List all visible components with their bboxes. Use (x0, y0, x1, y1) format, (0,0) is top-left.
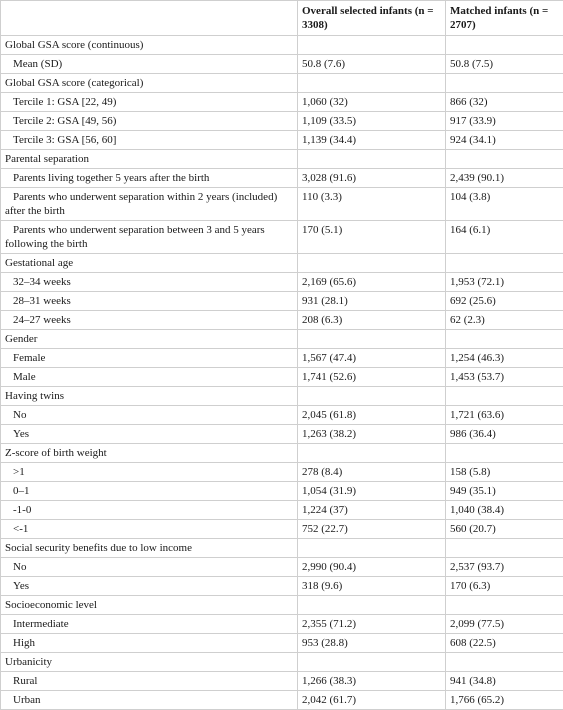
table-row (1, 112, 563, 131)
section-title: Having twins (1, 387, 298, 406)
table-row (1, 368, 563, 387)
overall-value: 2,045 (61.8) (298, 406, 446, 425)
section-empty-cell (446, 539, 563, 558)
overall-value: 2,355 (71.2) (298, 615, 446, 634)
section-empty-cell (446, 330, 563, 349)
matched-value: 941 (34.8) (446, 672, 563, 691)
row-label: Tercile 3: GSA [56, 60] (1, 131, 298, 150)
section-title: Socioeconomic level (1, 596, 298, 615)
matched-value: 917 (33.9) (446, 112, 563, 131)
table-row (1, 558, 563, 577)
row-label: Tercile 1: GSA [22, 49) (1, 93, 298, 112)
row-label: Male (1, 368, 298, 387)
section-title: Gestational age (1, 254, 298, 273)
row-label: Tercile 2: GSA [49, 56) (1, 112, 298, 131)
overall-value: 1,139 (34.4) (298, 131, 446, 150)
matched-value: 866 (32) (446, 93, 563, 112)
table-header (1, 1, 563, 36)
overall-value: 1,741 (52.6) (298, 368, 446, 387)
overall-value: 50.8 (7.6) (298, 55, 446, 74)
section-row (1, 539, 563, 558)
section-row (1, 596, 563, 615)
table-row (1, 311, 563, 330)
table-row (1, 93, 563, 112)
section-empty-cell (298, 36, 446, 55)
matched-value: 1,721 (63.6) (446, 406, 563, 425)
row-label: Intermediate (1, 615, 298, 634)
table-row (1, 615, 563, 634)
section-empty-cell (446, 74, 563, 93)
row-label: Parents who underwent separation within 2 years (included) after the birth (1, 188, 298, 221)
matched-value: 50.8 (7.5) (446, 55, 563, 74)
row-label: Yes (1, 577, 298, 596)
row-label: Female (1, 349, 298, 368)
section-title: Parental separation (1, 150, 298, 169)
overall-value: 318 (9.6) (298, 577, 446, 596)
overall-value: 2,990 (90.4) (298, 558, 446, 577)
section-empty-cell (298, 330, 446, 349)
table-row (1, 221, 563, 254)
table-row (1, 406, 563, 425)
matched-value: 560 (20.7) (446, 520, 563, 539)
overall-value: 1,263 (38.2) (298, 425, 446, 444)
table-row (1, 131, 563, 150)
section-title: Gender (1, 330, 298, 349)
overall-value: 1,109 (33.5) (298, 112, 446, 131)
header-matched: Matched infants (n = 2707) (446, 1, 563, 36)
row-label: No (1, 406, 298, 425)
table-row (1, 169, 563, 188)
row-label: 32–34 weeks (1, 273, 298, 292)
section-empty-cell (446, 387, 563, 406)
matched-value: 2,439 (90.1) (446, 169, 563, 188)
section-title: Urbanicity (1, 653, 298, 672)
table-row (1, 501, 563, 520)
row-label: Mean (SD) (1, 55, 298, 74)
matched-value: 1,453 (53.7) (446, 368, 563, 387)
overall-value: 953 (28.8) (298, 634, 446, 653)
row-label: High (1, 634, 298, 653)
section-title: Global GSA score (categorical) (1, 74, 298, 93)
row-label: 0–1 (1, 482, 298, 501)
section-empty-cell (298, 596, 446, 615)
matched-value: 608 (22.5) (446, 634, 563, 653)
overall-value: 170 (5.1) (298, 221, 446, 254)
section-empty-cell (298, 539, 446, 558)
section-row (1, 74, 563, 93)
matched-value: 164 (6.1) (446, 221, 563, 254)
overall-value: 1,224 (37) (298, 501, 446, 520)
table-row (1, 292, 563, 311)
table-row (1, 349, 563, 368)
row-label: 28–31 weeks (1, 292, 298, 311)
section-row (1, 653, 563, 672)
section-empty-cell (298, 444, 446, 463)
row-label: No (1, 558, 298, 577)
table-row (1, 577, 563, 596)
table-row (1, 273, 563, 292)
overall-value: 1,567 (47.4) (298, 349, 446, 368)
header-row (1, 1, 563, 36)
section-title: Social security benefits due to low income (1, 539, 298, 558)
overall-value: 2,169 (65.6) (298, 273, 446, 292)
matched-value: 2,099 (77.5) (446, 615, 563, 634)
table-row (1, 463, 563, 482)
row-label: >1 (1, 463, 298, 482)
table-row (1, 634, 563, 653)
matched-value: 1,254 (46.3) (446, 349, 563, 368)
table-row (1, 425, 563, 444)
matched-value: 924 (34.1) (446, 131, 563, 150)
section-empty-cell (298, 387, 446, 406)
table-row (1, 482, 563, 501)
row-label: <-1 (1, 520, 298, 539)
section-row (1, 330, 563, 349)
matched-value: 1,040 (38.4) (446, 501, 563, 520)
section-empty-cell (446, 254, 563, 273)
section-title: Global GSA score (continuous) (1, 36, 298, 55)
overall-value: 1,266 (38.3) (298, 672, 446, 691)
row-label: Yes (1, 425, 298, 444)
row-label: 24–27 weeks (1, 311, 298, 330)
section-empty-cell (446, 150, 563, 169)
matched-value: 62 (2.3) (446, 311, 563, 330)
matched-value: 949 (35.1) (446, 482, 563, 501)
row-label: Parents living together 5 years after the birth (1, 169, 298, 188)
table-row (1, 55, 563, 74)
section-row (1, 150, 563, 169)
header-variable (1, 1, 298, 36)
matched-value: 104 (3.8) (446, 188, 563, 221)
row-label: -1-0 (1, 501, 298, 520)
section-row (1, 387, 563, 406)
overall-value: 208 (6.3) (298, 311, 446, 330)
overall-value: 110 (3.3) (298, 188, 446, 221)
matched-value: 170 (6.3) (446, 577, 563, 596)
overall-value: 1,054 (31.9) (298, 482, 446, 501)
overall-value: 931 (28.1) (298, 292, 446, 311)
table-row (1, 520, 563, 539)
table-row (1, 672, 563, 691)
matched-value: 2,537 (93.7) (446, 558, 563, 577)
overall-value: 3,028 (91.6) (298, 169, 446, 188)
section-empty-cell (298, 254, 446, 273)
table-body (1, 36, 563, 710)
header-overall: Overall selected infants (n = 3308) (298, 1, 446, 36)
row-label: Rural (1, 672, 298, 691)
matched-value: 692 (25.6) (446, 292, 563, 311)
overall-value: 278 (8.4) (298, 463, 446, 482)
section-row (1, 36, 563, 55)
matched-value: 1,766 (65.2) (446, 691, 563, 710)
section-row (1, 444, 563, 463)
overall-value: 2,042 (61.7) (298, 691, 446, 710)
section-row (1, 254, 563, 273)
section-empty-cell (446, 596, 563, 615)
section-empty-cell (446, 36, 563, 55)
section-empty-cell (298, 150, 446, 169)
overall-value: 1,060 (32) (298, 93, 446, 112)
matched-value: 1,953 (72.1) (446, 273, 563, 292)
row-label: Urban (1, 691, 298, 710)
overall-value: 752 (22.7) (298, 520, 446, 539)
row-label: Parents who underwent separation between 3 and 5 years following the birth (1, 221, 298, 254)
section-empty-cell (298, 74, 446, 93)
section-empty-cell (446, 653, 563, 672)
section-empty-cell (446, 444, 563, 463)
section-empty-cell (298, 653, 446, 672)
section-title: Z-score of birth weight (1, 444, 298, 463)
matched-value: 158 (5.8) (446, 463, 563, 482)
matched-value: 986 (36.4) (446, 425, 563, 444)
table-row (1, 188, 563, 221)
